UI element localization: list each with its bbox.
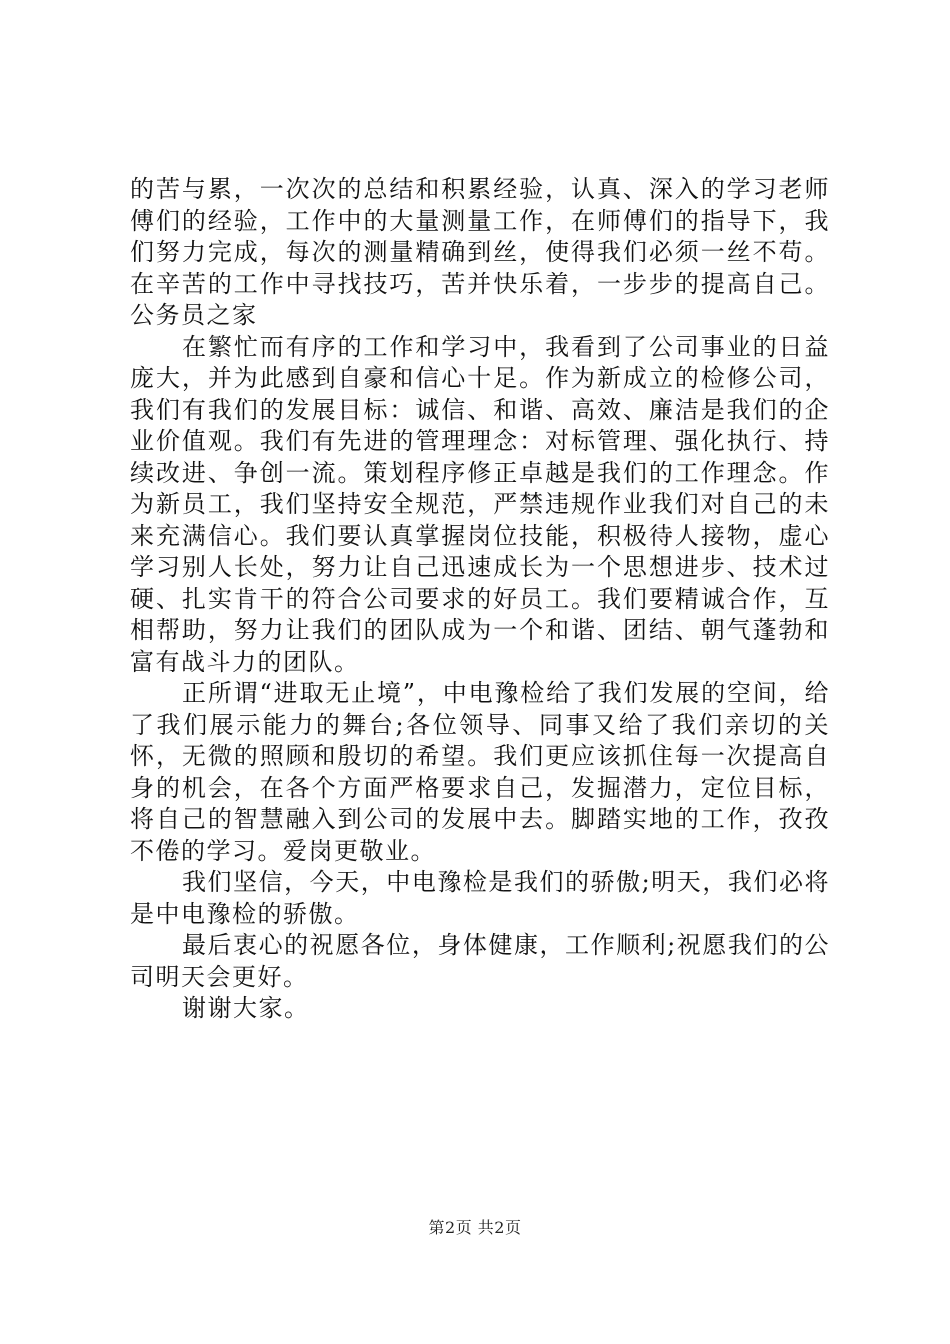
document-body [130,174,830,1025]
paragraph-continuation: 的苦与累，一次次的总结和积累经验，认真、深入的学习老师傅们的经验，工作中的大量测量工作，在师傅们的指导下，我们努力完成，每次的测量精确到丝，使得我们必须一丝不苟。在辛苦的工作中寻找技巧，苦并快乐着，一步步的提高自己。公务员之家 [130,175,830,329]
paragraph-progress: 正所谓“进取无止境”，中电豫检给了我们发展的空间，给了我们展示能力的舞台;各位领导、同事又给了我们亲切的关怀，无微的照顾和殷切的希望。我们更应该抓住每一次提高自身的机会，在各个方面严格要求自己，发掘潜力，定位目标，将自己的智慧融入到公司的发展中去。脚踏实地的工作，孜孜不倦的学习。爱岗更敬业。 [130,679,830,865]
paragraph-wishes: 最后衷心的祝愿各位，身体健康，工作顺利;祝愿我们的公司明天会更好。 [130,931,830,991]
paragraph-pride: 我们坚信，今天，中电豫检是我们的骄傲;明天，我们必将是中电豫检的骄傲。 [130,868,830,928]
paragraph-thanks: 谢谢大家。 [182,994,310,1022]
page-number-footer: 第2页 共2页 [428,1218,522,1237]
paragraph-company-vision: 在繁忙而有序的工作和学习中，我看到了公司事业的日益庞大，并为此感到自豪和信心十足。作为新成立的检修公司，我们有我们的发展目标：诚信、和谐、高效、廉洁是我们的企业价值观。我们有先进的管理理念：对标管理、强化执行、持续改进、争创一流。策划程序修正卓越是我们的工作理念。作为新员工，我们坚持安全规范，严禁违规作业我们对自己的未来充满信心。我们要认真掌握岗位技能，积极待人接物，虚心学习别人长处，努力让自己迅速成长为一个思想进步、技术过硬、扎实肯干的符合公司要求的好员工。我们要精诚合作，互相帮助，努力让我们的团队成为一个和谐、团结、朝气蓬勃和富有战斗力的团队。 [130,332,830,676]
